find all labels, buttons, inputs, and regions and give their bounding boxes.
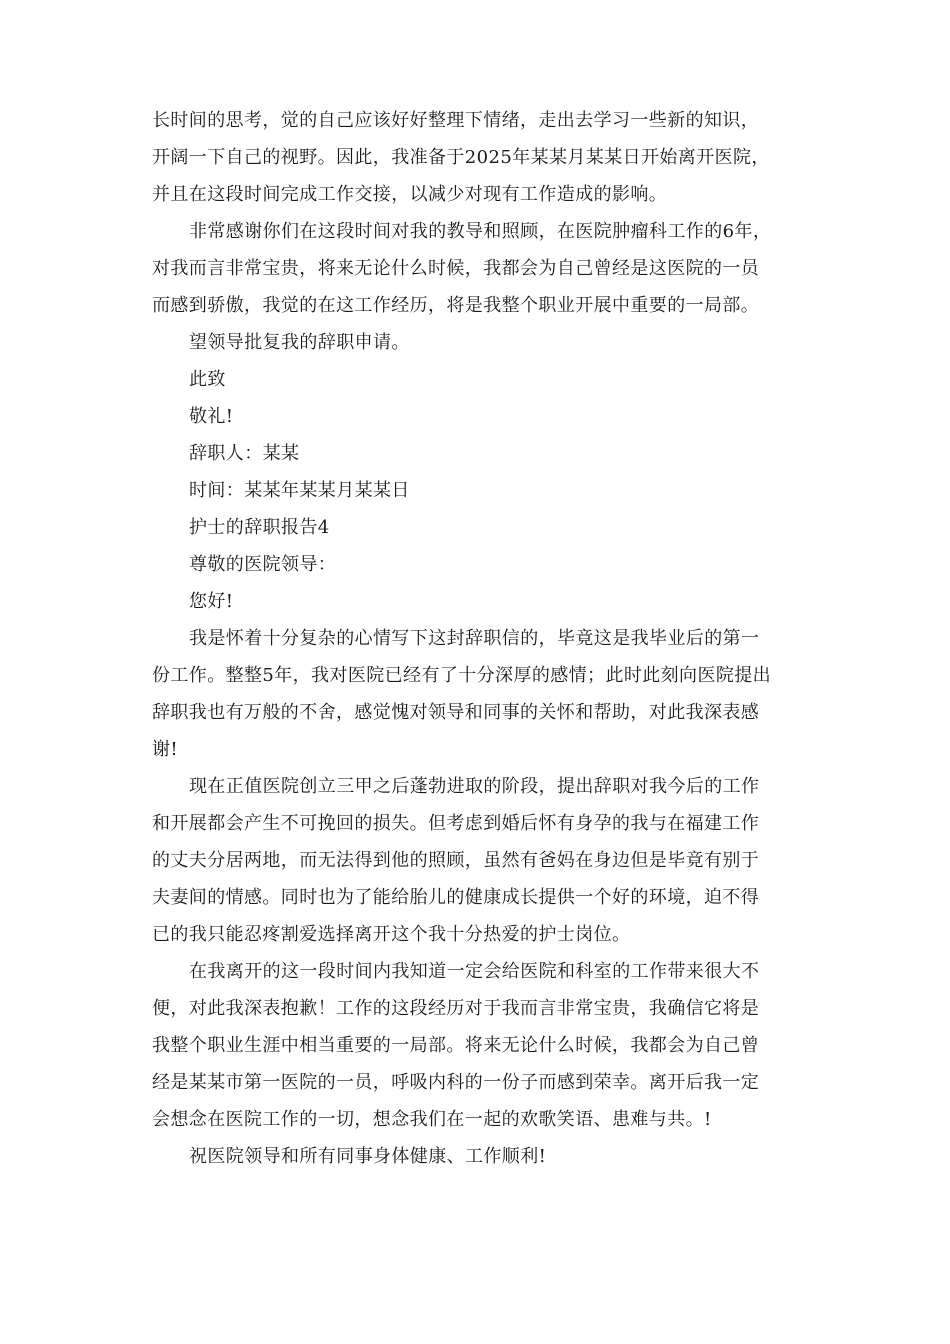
text-line: 望领导批复我的辞职申请。	[189, 332, 410, 353]
text-line: 辞职我也有万般的不舍，感觉愧对领导和同事的关怀和帮助，对此我深表感	[152, 702, 760, 723]
text-line: 的丈夫分居两地，而无法得到他的照顾，虽然有爸妈在身边但是毕竟有别于	[152, 850, 760, 871]
text-line: 长时间的思考，觉的自己应该好好整理下情绪，走出去学习一些新的知识，	[152, 110, 760, 131]
text-line: 对我而言非常宝贵，将来无论什么时候，我都会为自己曾经是这医院的一员	[152, 258, 760, 279]
text-line: 时间：某某年某某月某某日	[189, 480, 410, 501]
text-line: 非常感谢你们在这段时间对我的教导和照顾，在医院肿瘤科工作的6年，	[189, 221, 772, 242]
text-line: 会想念在医院工作的一切，想念我们在一起的欢歌笑语、患难与共。!	[152, 1109, 712, 1130]
text-line: 护士的辞职报告4	[189, 517, 330, 538]
text-line: 辞职人：某某	[189, 443, 300, 464]
text-line: 并且在这段时间完成工作交接，以减少对现有工作造成的影响。	[152, 184, 668, 205]
text-line: 经是某某市第一医院的一员，呼吸内科的一份子而感到荣幸。离开后我一定	[152, 1072, 760, 1093]
text-line: 尊敬的医院领导：	[189, 554, 337, 575]
text-line: 谢!	[152, 739, 179, 760]
text-line: 此致	[189, 369, 226, 390]
text-line: 敬礼!	[189, 406, 234, 427]
text-line: 祝医院领导和所有同事身体健康、工作顺利!	[189, 1146, 547, 1167]
text-line: 您好!	[189, 591, 234, 612]
document-body	[152, 102, 804, 1175]
text-line: 份工作。整整5年，我对医院已经有了十分深厚的感情；此时此刻向医院提出	[152, 665, 772, 686]
text-line: 已的我只能忍疼割爱选择离开这个我十分热爱的护士岗位。	[152, 924, 631, 945]
text-line: 在我离开的这一段时间内我知道一定会给医院和科室的工作带来很大不	[189, 961, 760, 982]
text-line: 便，对此我深表抱歉！工作的这段经历对于我而言非常宝贵，我确信它将是	[152, 998, 760, 1019]
text-line: 而感到骄傲，我觉的在这工作经历，将是我整个职业开展中重要的一局部。	[152, 295, 760, 316]
text-line: 我是怀着十分复杂的心情写下这封辞职信的，毕竟这是我毕业后的第一	[189, 628, 760, 649]
text-line: 现在正值医院创立三甲之后蓬勃进取的阶段，提出辞职对我今后的工作	[189, 776, 760, 797]
text-line: 夫妻间的情感。同时也为了能给胎儿的健康成长提供一个好的环境，迫不得	[152, 887, 760, 908]
text-line: 开阔一下自己的视野。因此，我准备于2025年某某月某某日开始离开医院，	[152, 147, 770, 168]
text-line: 和开展都会产生不可挽回的损失。但考虑到婚后怀有身孕的我与在福建工作	[152, 813, 760, 834]
text-line: 我整个职业生涯中相当重要的一局部。将来无论什么时候，我都会为自己曾	[152, 1035, 760, 1056]
